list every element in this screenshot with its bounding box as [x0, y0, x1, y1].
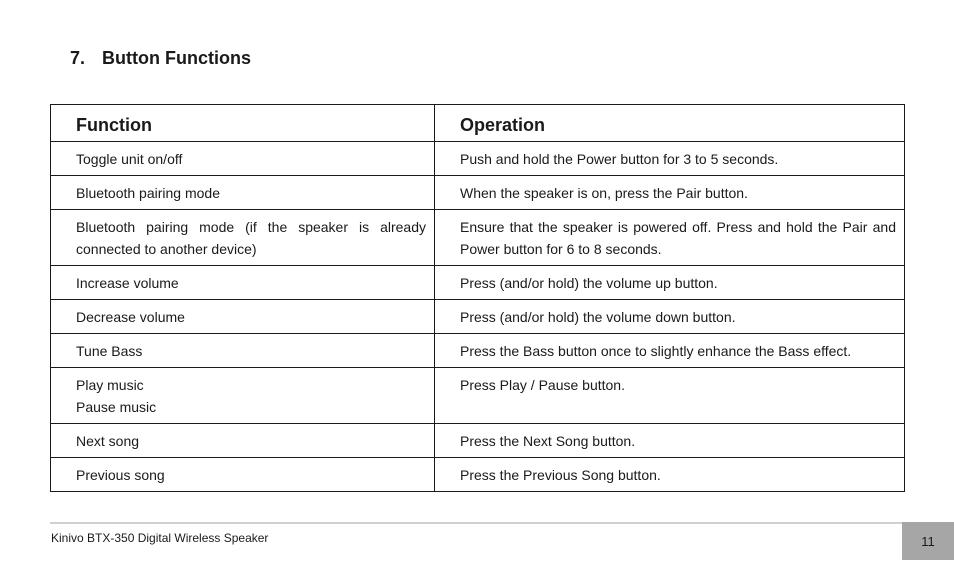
function-cell-text: Next song: [76, 433, 140, 449]
operation-cell: [435, 368, 905, 424]
operation-cell-text: Press (and/or hold) the volume up button.: [460, 275, 718, 291]
function-cell-text: Toggle unit on/off: [76, 151, 183, 167]
table-row: [51, 210, 905, 266]
operation-cell-text: Press (and/or hold) the volume down button.: [460, 309, 736, 325]
function-cell: [51, 176, 435, 210]
operation-cell-text: Ensure that the speaker is powered off. Press and hold the Pair and Power button for 6 to 8 seconds.: [460, 219, 896, 257]
button-functions-table: [50, 104, 905, 492]
function-cell-text: Bluetooth pairing mode: [76, 185, 220, 201]
operation-cell: [435, 142, 905, 176]
function-cell: [51, 142, 435, 176]
table-row: [51, 142, 905, 176]
operation-cell-text: Push and hold the Power button for 3 to 5 seconds.: [460, 151, 779, 167]
operation-cell-text: Press the Previous Song button.: [460, 467, 661, 483]
table-row: [51, 176, 905, 210]
operation-cell: [435, 210, 905, 266]
function-cell: [51, 266, 435, 300]
table-row: [51, 266, 905, 300]
function-cell: [51, 334, 435, 368]
function-cell-text: Pause music: [76, 399, 157, 415]
table-row: [51, 424, 905, 458]
operation-cell: [435, 300, 905, 334]
section-heading: [70, 48, 251, 69]
operation-column-header: Operation: [435, 105, 905, 142]
operation-cell: [435, 176, 905, 210]
function-cell-text: Previous song: [76, 467, 165, 483]
operation-cell-text: When the speaker is on, press the Pair button.: [460, 185, 748, 201]
table-row: [51, 300, 905, 334]
operation-cell: [435, 424, 905, 458]
function-cell-text: Bluetooth pairing mode (if the speaker is already connected to another device): [76, 219, 426, 257]
function-cell-text: Decrease volume: [76, 309, 185, 325]
operation-cell: [435, 458, 905, 492]
function-cell: [51, 458, 435, 492]
table-header-row: [51, 105, 905, 142]
table-body: [51, 142, 905, 492]
table-row: [51, 458, 905, 492]
function-cell-text: Tune Bass: [76, 343, 143, 359]
page-number: 11: [921, 533, 935, 549]
function-cell: [51, 424, 435, 458]
operation-cell-text: Press the Bass button once to slightly enhance the Bass effect.: [460, 343, 852, 359]
operation-cell-text: Press the Next Song button.: [460, 433, 636, 449]
footer-divider: [50, 522, 902, 524]
operation-cell: [435, 266, 905, 300]
function-cell-text: Increase volume: [76, 275, 179, 291]
function-cell-text: Play music: [76, 377, 144, 393]
function-column-header: Function: [51, 105, 435, 142]
operation-cell: [435, 334, 905, 368]
footer-document-title: Kinivo BTX-350 Digital Wireless Speaker: [51, 531, 269, 545]
page-number-box: [902, 522, 954, 560]
function-cell: [51, 368, 435, 424]
section-number: 7.: [70, 48, 86, 68]
function-cell: [51, 210, 435, 266]
table-row: [51, 368, 905, 424]
section-title: Button Functions: [102, 48, 251, 68]
table-row: [51, 334, 905, 368]
operation-cell-text: Press Play / Pause button.: [460, 377, 625, 393]
function-cell: [51, 300, 435, 334]
